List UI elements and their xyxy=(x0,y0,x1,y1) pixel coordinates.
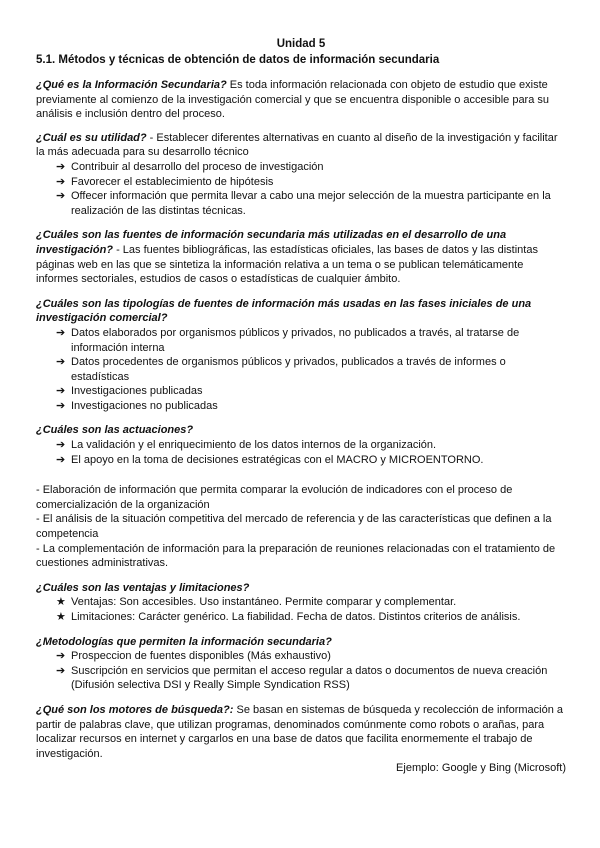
star-icon: ★ xyxy=(56,596,66,609)
arrow-icon: ➔ xyxy=(56,650,66,663)
arrow-icon: ➔ xyxy=(56,190,66,203)
list-item: ➔ Investigaciones publicadas xyxy=(56,385,203,398)
list-item: ➔ Investigaciones no publicadas xyxy=(56,399,218,412)
arrow-icon: ➔ xyxy=(56,453,66,466)
unit-title: Unidad 5 xyxy=(276,38,326,50)
arrow-icon: ➔ xyxy=(56,160,66,173)
list-metodologias xyxy=(36,649,566,693)
question-actuaciones: ¿Cuáles son las actuaciones? xyxy=(36,424,194,437)
list-item: ➔ Suscripción en servicios que permitan el acceso regular a datos o documentos de nueva creación (Difusión selectiva DSI y Really Simple Syndication RSS) xyxy=(56,664,548,692)
paragraph-ventajas xyxy=(36,581,566,596)
question-info-secundaria: ¿Qué es la Información Secundaria? xyxy=(36,79,227,91)
question-metodologias: ¿Metodologías que permiten la información secundaria? xyxy=(36,635,332,648)
paragraph-tipologias xyxy=(36,297,566,326)
answer-info-secundaria: Es toda información relacionada con objeto de estudio que existe previamente al comienzo de la investigación comercial y que se encuentra disponible o accesible para su análisis e inclusión dentro del proceso. xyxy=(36,79,550,121)
list-item: ➔ El apoyo en la toma de decisiones estratégicas con el MACRO y MICROENTORNO. xyxy=(56,453,484,466)
example-line: Ejemplo: Google y Bing (Microsoft) xyxy=(396,762,566,775)
arrow-icon: ➔ xyxy=(56,664,66,677)
dash-line: - La complementación de información para la preparación de reuniones relacionadas con el tratamiento de cuestiones administrativas. xyxy=(36,542,556,570)
answer-utilidad: - Establecer diferentes alternativas en cuanto al diseño de la investigación y facilitar la más adecuada para su desarrollo técnico xyxy=(36,131,558,159)
dash-line: - Elaboración de información que permita comparar la evolución de indicadores con el proceso de comercialización de la organización xyxy=(36,484,513,511)
document-page xyxy=(36,36,566,776)
paragraph-metodologias xyxy=(36,635,566,650)
section-subtitle: 5.1. Métodos y técnicas de obtención de datos de información secundaria xyxy=(36,54,440,66)
paragraph-fuentes xyxy=(36,228,566,286)
list-item: ➔ Prospeccion de fuentes disponibles (Más exhaustivo) xyxy=(56,650,331,663)
list-tipologias xyxy=(36,326,566,414)
list-item: ★ Ventajas: Son accesibles. Uso instantáneo. Permite comparar y complementar. xyxy=(56,596,457,609)
paragraph-info-secundaria xyxy=(36,78,566,122)
arrow-icon: ➔ xyxy=(56,439,66,452)
list-item: ➔ Favorecer el establecimiento de hipótesis xyxy=(56,175,274,188)
question-ventajas: ¿Cuáles son las ventajas y limitaciones? xyxy=(36,581,250,594)
paragraph-utilidad xyxy=(36,131,566,160)
list-item: ➔ Datos procedentes de organismos públicos y privados, publicados a través de informes o estadísticas xyxy=(56,356,506,383)
list-item: ➔ La validación y el enriquecimiento de los datos internos de la organización. xyxy=(56,439,437,452)
question-motores: ¿Qué son los motores de búsqueda?: xyxy=(36,703,234,716)
list-item: ➔ Offecer información que permita llevar a cabo una mejor selección de la muestra participante en la realización de las distintas técnicas. xyxy=(56,190,551,217)
dash-line: - El análisis de la situación competitiva del mercado de referencia y de las características que definen a la competencia xyxy=(36,513,552,541)
list-item: ★ Limitaciones: Carácter genérico. La fiabilidad. Fecha de datos. Distintos criterios de análisis. xyxy=(56,611,521,623)
star-icon: ★ xyxy=(56,611,66,623)
arrow-icon: ➔ xyxy=(56,399,66,412)
list-actuaciones xyxy=(36,438,566,467)
paragraph-motores xyxy=(36,703,566,761)
arrow-icon: ➔ xyxy=(56,326,66,339)
question-tipologias: ¿Cuáles son las tipologías de fuentes de información más usadas en las fases iniciales de una investigación comercial? xyxy=(36,297,532,325)
list-item: ➔ Contribuir al desarrollo del proceso de investigación xyxy=(56,160,324,173)
list-ventajas xyxy=(36,595,566,624)
answer-fuentes: - Las fuentes bibliográficas, las estadísticas oficiales, las bases de datos y las distintas páginas web en las que se sintetiza la información relativa a un tema o se publican telemáticamente informes sectoriales, estudios de casos o estadísticas de cualquier ámbito. xyxy=(36,243,538,286)
answer-motores: Se basan en sistemas de búsqueda y recolección de información a partir de palabras clave, que utilizan programas, denominados comúnmente como robots o arañas, para localizar recursos en internet y cargarlos en una base de datos que facilita enormemente el trabajo de investigación. xyxy=(36,703,564,760)
arrow-icon: ➔ xyxy=(56,175,66,188)
arrow-icon: ➔ xyxy=(56,356,66,369)
paragraph-actuaciones xyxy=(36,423,566,438)
question-fuentes: ¿Cuáles son las fuentes de información secundaria más utilizadas en el desarrollo de una investigación? xyxy=(36,229,507,256)
arrow-icon: ➔ xyxy=(56,385,66,398)
list-item: ➔ Datos elaborados por organismos públicos y privados, no publicados a través, al tratarse de información interna xyxy=(56,326,520,354)
question-utilidad: ¿Cuál es su utilidad? xyxy=(36,131,147,144)
list-utilidad xyxy=(36,160,566,218)
